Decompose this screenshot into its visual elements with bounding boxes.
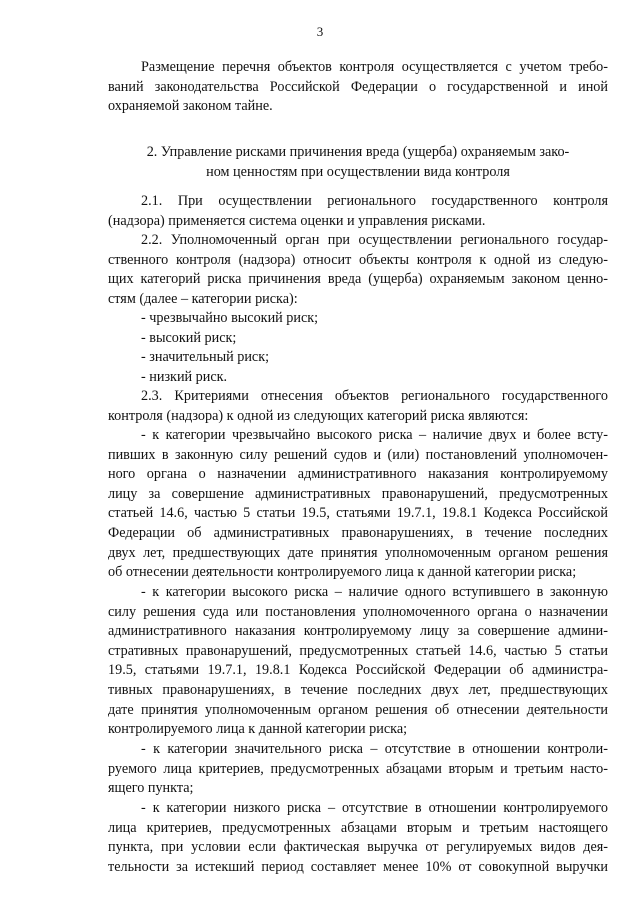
text-line: (надзора) применяется система оценки и управления рисками.	[108, 212, 486, 229]
text-line: контроля (надзора) к одной из следующих категорий риска являются:	[108, 407, 529, 424]
risk-category-list	[108, 309, 608, 387]
text-line: - к категории низкого риска – отсутствие в отношении контролируемого	[141, 800, 608, 816]
text-line: ящего пункта;	[108, 780, 194, 797]
text-line: пункта, при условии если фактическая выручка от регулируемых видов дея-	[108, 839, 608, 856]
paragraph-2-1	[108, 192, 608, 231]
text-line: Размещение перечня объектов контроля осуществляется с учетом требо-	[141, 59, 608, 75]
text-line: - к категории чрезвычайно высокого риска – наличие двух и более всту-	[141, 427, 608, 443]
text-line: об отнесении деятельности контролируемого лица к данной категории риска;	[108, 564, 577, 581]
text-line: лицу за совершение административных правонарушений, предусмотренных	[108, 485, 608, 502]
text-line: 19.5, статьями 19.7.1, 19.8.1 Кодекса Российской Федерации об администра-	[108, 662, 608, 679]
section-title-line: ном ценностям при осуществлении вида контроля	[206, 163, 510, 180]
text-line: двух лет, предшествующих дате принятия уполномоченным органом решения	[108, 544, 608, 561]
text-line: охраняемой законом тайне.	[108, 98, 273, 115]
text-line: стративных правонарушений, предусмотренных статьей 14.6, частью 5 статьи	[108, 642, 608, 659]
text-line: щих категорий риска причинения вреда (ущерба) охраняемым законом ценно-	[108, 271, 608, 288]
text-line: ственного контроля (надзора) относит объекты контроля к одной из следую-	[108, 251, 608, 268]
criteria-low-risk	[108, 799, 608, 877]
text-line: пивших в законную силу решений судов и (или) постановлений уполномочен-	[108, 446, 608, 463]
text-line: силу решения суда или постановления уполномоченного органа о назначении	[108, 603, 608, 620]
text-line: административного наказания контролируемому лицу за совершение админи-	[108, 623, 608, 640]
text-line: тельности за истекший период составляет менее 10% от совокупной выручки	[108, 858, 608, 875]
text-line: стям (далее – категории риска):	[108, 290, 298, 307]
text-line: ваний законодательства Российской Федерации о государственной и иной	[108, 78, 608, 95]
text-line: 2.1. При осуществлении регионального государственного контроля	[141, 193, 608, 209]
text-line: ного органа о назначении административного наказания контролируемому	[108, 466, 608, 483]
text-line: статьей 14.6, частью 5 статьи 19.5, статьями 19.7.1, 19.8.1 Кодекса Российской	[108, 505, 608, 522]
paragraph-2-2	[108, 231, 608, 309]
criteria-significant-risk	[108, 740, 608, 799]
text-line: дате принятия уполномоченным органом решения об отнесении деятельности	[108, 701, 608, 718]
list-item: - низкий риск.	[141, 368, 228, 385]
list-item: - высокий риск;	[141, 329, 237, 346]
text-line: - к категории значительного риска – отсутствие в отношении контроли-	[141, 741, 608, 757]
criteria-high-risk	[108, 583, 608, 740]
text-line: лица критериев, предусмотренных абзацами вторым и третьим настоящего	[108, 819, 608, 836]
text-line: тивных правонарушениях, в течение последних двух лет, предшествующих	[108, 681, 608, 698]
paragraph-2-3	[108, 387, 608, 426]
text-line: 2.2. Уполномоченный орган при осуществлении регионального государ-	[141, 232, 608, 248]
section-title	[108, 143, 608, 182]
intro-paragraph	[108, 58, 608, 117]
list-item: - чрезвычайно высокий риск;	[141, 310, 319, 326]
text-line: контролируемого лица к данной категории риска;	[108, 721, 408, 738]
text-line: руемого лица критериев, предусмотренных абзацами вторым и третьим насто-	[108, 760, 608, 777]
list-item: - значительный риск;	[141, 349, 270, 366]
section-title-line: 2. Управление рисками причинения вреда (ущерба) охраняемым зако-	[146, 144, 570, 160]
text-line: 2.3. Критериями отнесения объектов регионального государственного	[141, 388, 608, 404]
page-number: 3	[316, 24, 324, 39]
criteria-extreme-risk	[108, 426, 608, 583]
text-line: Федерации об административных правонарушениях, в течение последних	[108, 524, 608, 541]
text-line: - к категории высокого риска – наличие одного вступившего в законную	[141, 584, 608, 600]
